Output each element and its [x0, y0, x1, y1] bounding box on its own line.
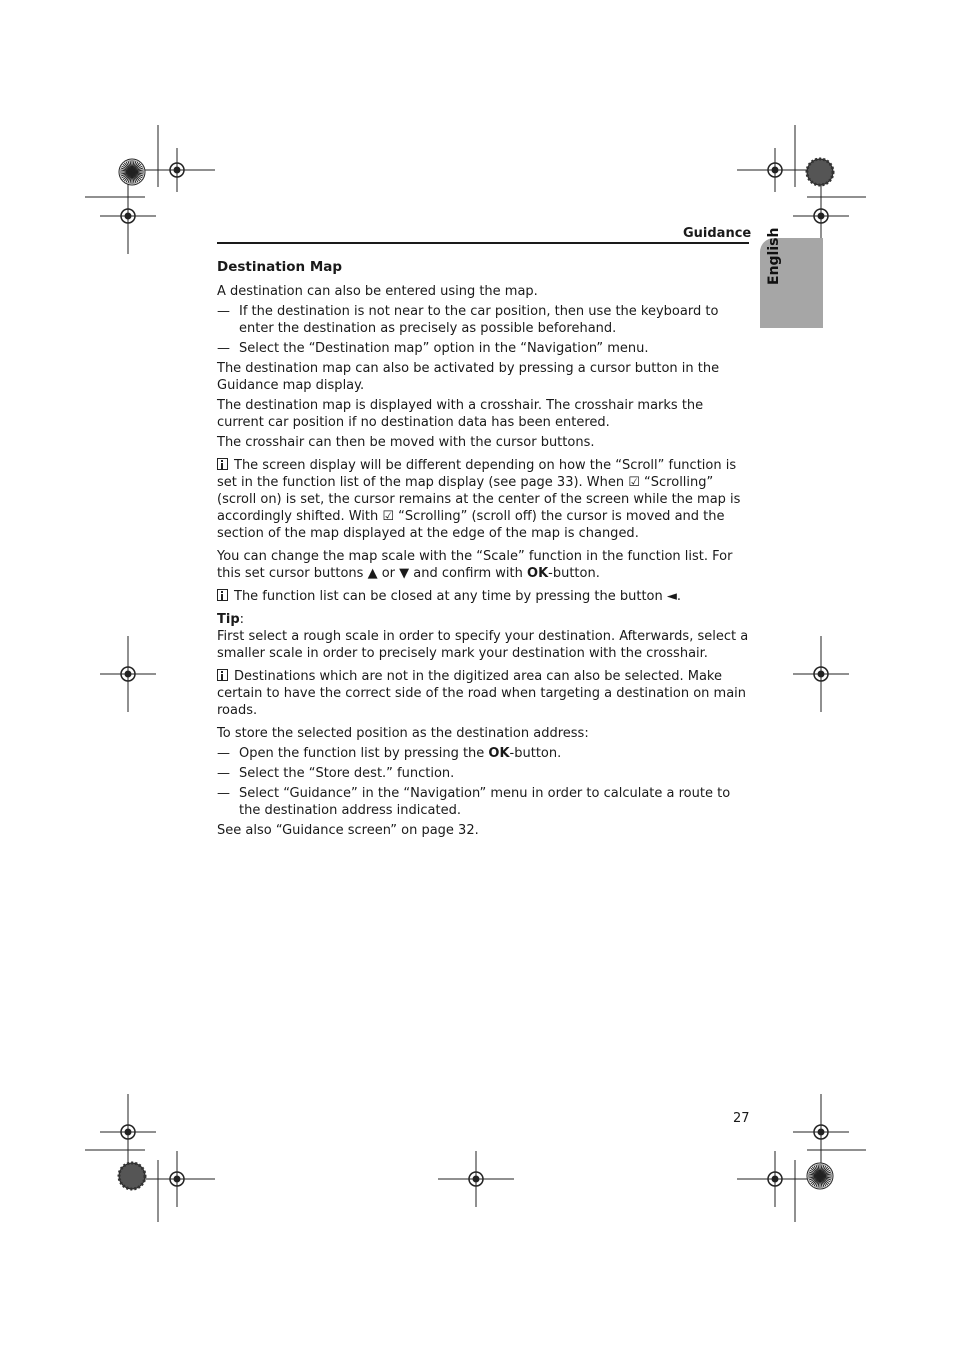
paragraph: See also “Guidance screen” on page 32.: [217, 823, 479, 838]
paragraph: The destination map is displayed with a crosshair. The crosshair marks the current car position if no destination data has been entered.: [217, 398, 704, 430]
list-item: — Select the “Store dest.” function.: [217, 766, 455, 781]
registration-mark-center: [818, 213, 824, 219]
list-item: — Select the “Destination map” option in the “Navigation” menu.: [217, 341, 649, 356]
info-icon: [217, 589, 228, 601]
registration-mark-center: [174, 167, 180, 173]
info-note: The screen display will be different depending on how the “Scroll” function is set in the function list of the map display (see page 33). When ☑ “Scrolling” (scroll on) is set, the cursor remains at the center of the screen while the map is accordingly shifted. With ☑ “Scrolling” (scroll off) the cursor is moved and the section of the map displayed at the edge of the map is changed.: [217, 458, 741, 541]
registration-mark-center: [473, 1176, 479, 1182]
registration-mark-center: [125, 1129, 131, 1135]
list-item: — If the destination is not near to the car position, then use the keyboard to enter the destination as precisely as possible beforehand.: [217, 304, 719, 336]
list-item: — Open the function list by pressing the OK-button.: [217, 746, 562, 761]
language-tab-label: English: [766, 227, 782, 285]
intro-paragraph: A destination can also be entered using the map.: [217, 284, 538, 299]
language-tab: [760, 227, 823, 328]
paragraph: You can change the map scale with the “Scale” function in the function list. For this set cursor buttons ▲ or ▼ and confirm with OK-button.: [217, 549, 733, 581]
paragraph: To store the selected position as the destination address:: [217, 726, 589, 741]
info-icon: [217, 458, 228, 470]
tip-text: First select a rough scale in order to specify your destination. Afterwards, select a smaller scale in order to precisely mark your destination with the crosshair.: [217, 629, 749, 661]
paragraph: The crosshair can then be moved with the cursor buttons.: [217, 435, 595, 450]
tip-label: Tip:: [217, 612, 245, 627]
registration-mark-center: [125, 213, 131, 219]
page-number: 27: [733, 1111, 750, 1126]
info-icon: [217, 669, 228, 681]
registration-mark-center: [174, 1176, 180, 1182]
paragraph: The destination map can also be activated by pressing a cursor button in the Guidance map display.: [217, 361, 720, 393]
color-dial: [807, 159, 833, 185]
section-title: Guidance: [683, 226, 752, 241]
color-dial: [119, 1163, 145, 1189]
header-rule: [217, 242, 749, 244]
registration-mark-center: [772, 1176, 778, 1182]
list-item: — Select “Guidance” in the “Navigation” menu in order to calculate a route to the destination address indicated.: [217, 786, 731, 818]
registration-mark-center: [818, 1129, 824, 1135]
page-content: [217, 259, 749, 839]
page-heading: Destination Map: [217, 259, 343, 275]
registration-mark-center: [772, 167, 778, 173]
info-note: Destinations which are not in the digitized area can also be selected. Make certain to have the correct side of the road when targeting a destination on main roads.: [217, 669, 747, 718]
registration-mark-center: [818, 671, 824, 677]
info-note: The function list can be closed at any time by pressing the button ◄.: [217, 588, 749, 605]
registration-mark-center: [125, 671, 131, 677]
